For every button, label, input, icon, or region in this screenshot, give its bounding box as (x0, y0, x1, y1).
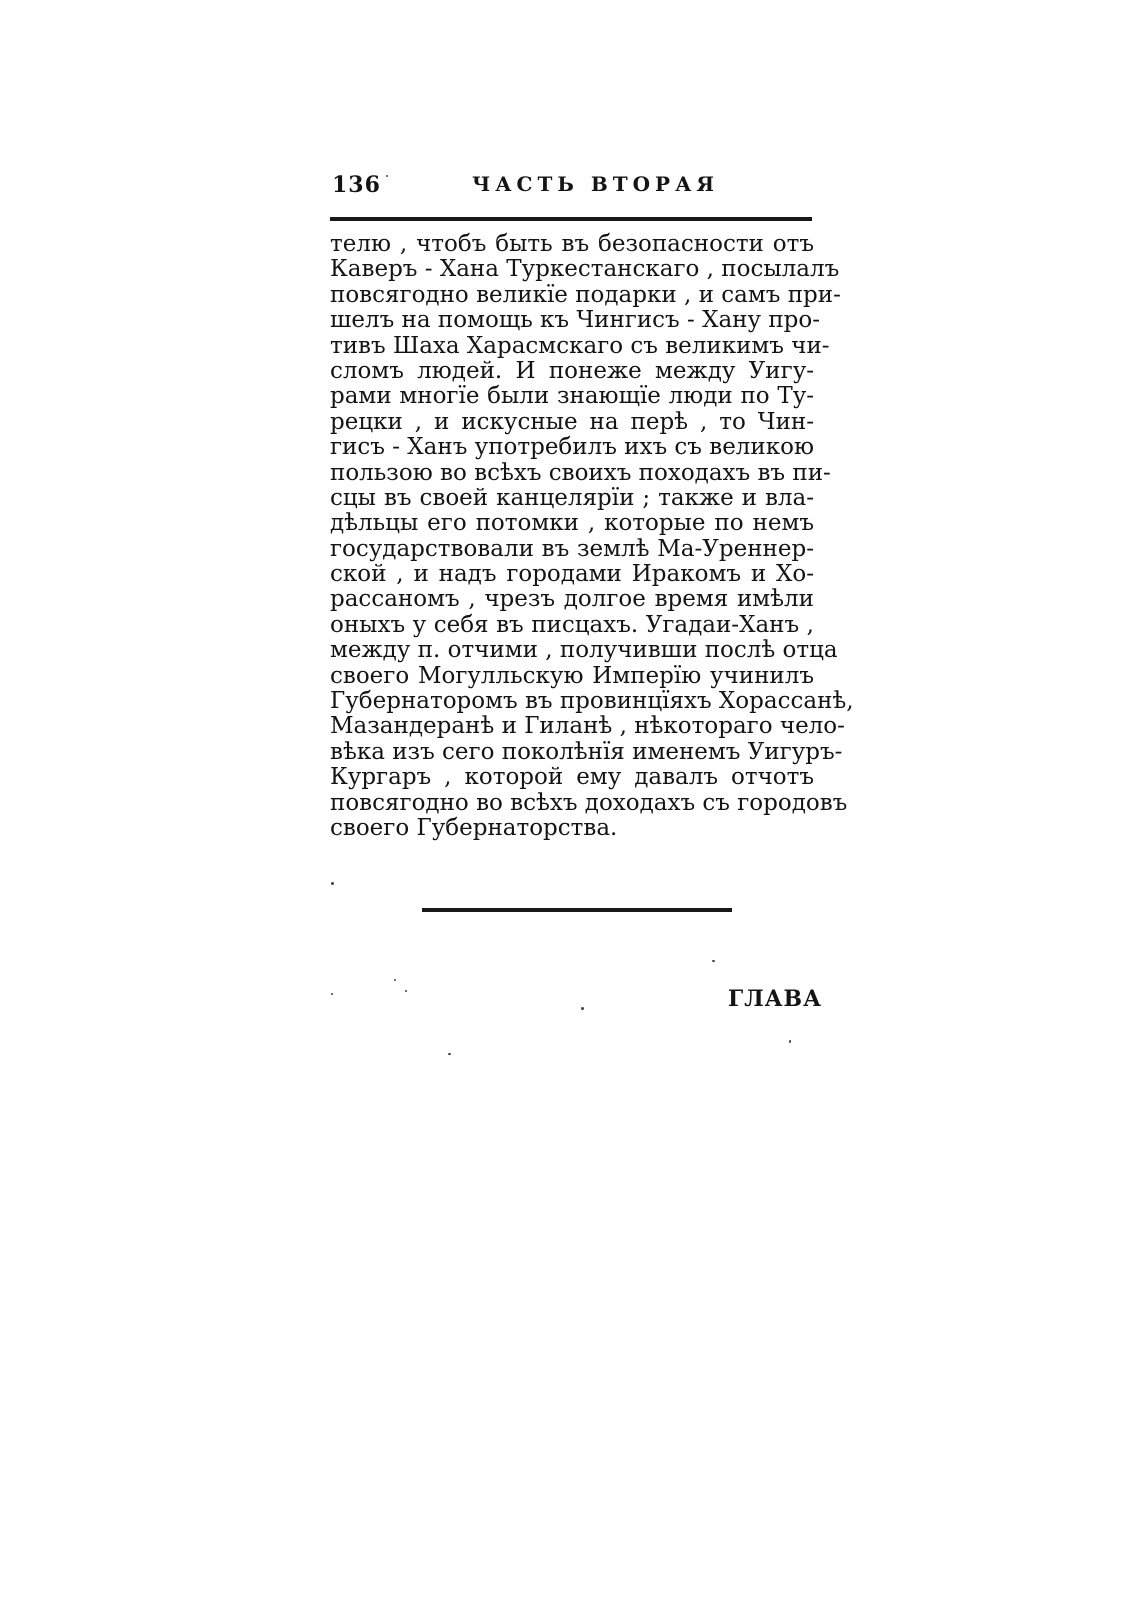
text-line: рецки , и искусные на перѣ , то Чин- (330, 408, 814, 435)
running-head: ЧАСТЬ ВТОРАЯ (472, 172, 719, 196)
scan-speck (448, 1053, 451, 1055)
text-line: рами многїе были знающїе люди по Ту- (330, 383, 814, 410)
scan-speck (394, 979, 396, 981)
text-line: Губернаторомъ въ провинцїяхъ Хорассанѣ, (330, 688, 854, 715)
text-line: оныхъ у себя въ писцахъ. Угадаи-Ханъ , (330, 611, 814, 638)
text-line: дѣльцы его потомки , которые по немъ (330, 510, 814, 537)
scan-speck (789, 1040, 791, 1043)
text-line: шелъ на помощь къ Чингисъ - Хану про- (330, 307, 821, 334)
scan-speck (712, 960, 715, 962)
text-line: телю , чтобъ быть въ безопасности отъ (330, 231, 814, 257)
text-line: рассаномъ , чрезъ долгое время имѣли (330, 586, 814, 613)
text-line: своего Губернаторства. (330, 814, 618, 841)
text-line: повсягодно великїе подарки , и самъ при- (330, 281, 841, 308)
text-line: между п. отчими , получивши послѣ отца (330, 637, 838, 664)
scan-speck (405, 990, 407, 992)
page-header (332, 172, 812, 206)
scan-speck (386, 175, 388, 177)
page-number: 136 (332, 172, 381, 198)
body-text (330, 231, 854, 841)
scan-speck (331, 993, 333, 995)
text-line: Кургаръ , которой ему давалъ отчотъ (330, 764, 814, 791)
text-line: повсягодно во всѣхъ доходахъ съ городовъ (330, 789, 848, 816)
section-end-rule (422, 908, 732, 912)
scan-speck (331, 882, 334, 885)
header-rule (330, 217, 812, 221)
scan-speck (581, 1007, 584, 1010)
text-line: своего Могулльскую Имперїю учинилъ (330, 662, 814, 689)
text-line: государствовали въ землѣ Ма-Уреннер- (330, 535, 814, 562)
text-line: вѣка изъ сего поколѣнїя именемъ Уигуръ- (330, 738, 843, 765)
text-line: пользою во всѣхъ своихъ походахъ въ пи- (330, 459, 831, 486)
text-line: Мазандеранѣ и Гиланѣ , нѣкотораго чело- (330, 713, 845, 740)
catchword: ГЛАВА (728, 986, 823, 1012)
text-line: сломъ людей. И понеже между Уигу- (330, 357, 814, 384)
text-line: гисъ - Ханъ употребилъ ихъ съ великою (330, 434, 814, 461)
text-line: тивъ Шаха Харасмскаго съ великимъ чи- (330, 332, 830, 359)
text-line: ской , и надъ городами Иракомъ и Хо- (330, 561, 814, 588)
text-line: Каверъ - Хана Туркестанскаго , посылалъ (330, 256, 840, 283)
text-line: сцы въ своей канцелярїи ; также и вла- (330, 484, 814, 511)
